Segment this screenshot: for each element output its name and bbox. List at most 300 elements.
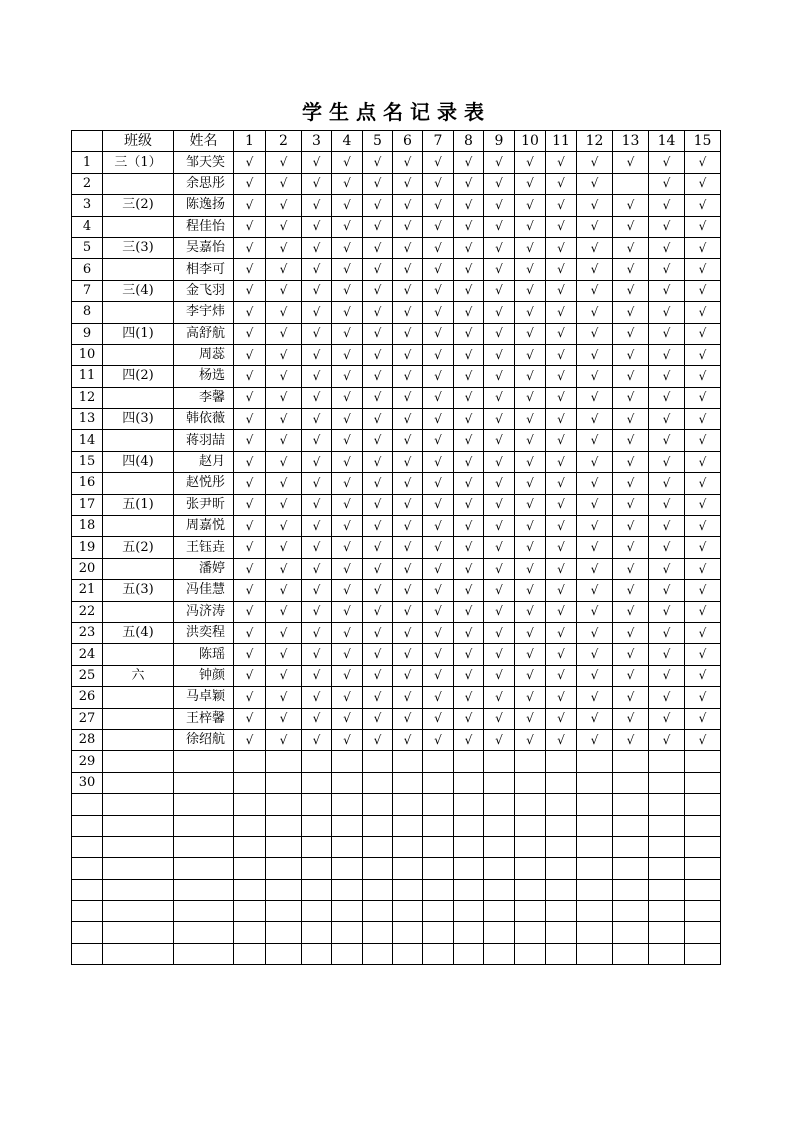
check-mark-icon: √ [245,668,254,683]
check-mark-icon: √ [590,604,599,619]
check-mark-icon: √ [557,518,565,533]
check-mark-icon: √ [464,347,473,362]
check-mark-icon: √ [373,625,382,640]
check-mark-icon: √ [495,155,503,170]
attendance-cell [484,430,515,451]
check-mark-icon: √ [312,497,321,512]
check-mark-icon: √ [279,582,288,597]
attendance-cell [484,302,515,323]
attendance-cell [685,259,721,280]
table-row [72,815,721,836]
check-mark-icon: √ [403,304,412,319]
check-mark-icon: √ [343,604,351,619]
attendance-cell [454,173,484,194]
check-mark-icon: √ [245,711,254,726]
attendance-cell [577,815,613,836]
row-number: 3 [72,195,103,216]
attendance-cell [393,858,423,879]
header-name: 姓名 [174,131,234,152]
attendance-cell [484,259,515,280]
attendance-cell [454,922,484,943]
check-mark-icon: √ [590,347,599,362]
check-mark-icon: √ [526,240,534,255]
student-name: 相李可 [174,259,234,280]
attendance-cell [266,836,302,857]
attendance-cell [484,794,515,815]
check-mark-icon: √ [312,197,321,212]
check-mark-icon: √ [464,368,473,383]
check-mark-icon: √ [373,347,382,362]
attendance-cell [577,473,613,494]
class-cell [103,259,174,280]
table-row [72,195,721,216]
check-mark-icon: √ [526,540,534,555]
attendance-cell [234,815,266,836]
attendance-cell [302,580,332,601]
attendance-cell [515,708,546,729]
header-day: 11 [546,131,577,152]
check-mark-icon: √ [464,497,473,512]
attendance-cell [546,580,577,601]
check-mark-icon: √ [626,262,635,277]
attendance-cell [266,580,302,601]
student-name: 高舒航 [174,323,234,344]
attendance-cell [393,237,423,258]
check-mark-icon: √ [279,497,288,512]
attendance-cell [234,858,266,879]
check-mark-icon: √ [343,582,351,597]
check-mark-icon: √ [626,540,635,555]
attendance-cell [484,601,515,622]
class-cell [103,644,174,665]
check-mark-icon: √ [403,368,412,383]
check-mark-icon: √ [279,732,288,747]
attendance-cell [484,943,515,964]
attendance-cell [393,751,423,772]
attendance-cell [423,237,454,258]
check-mark-icon: √ [343,240,351,255]
check-mark-icon: √ [343,390,351,405]
attendance-cell [332,516,363,537]
attendance-cell [546,858,577,879]
attendance-cell [685,558,721,579]
attendance-cell [302,173,332,194]
attendance-cell [649,152,685,173]
attendance-cell [515,922,546,943]
attendance-cell [484,558,515,579]
attendance-cell [515,687,546,708]
check-mark-icon: √ [434,497,442,512]
check-mark-icon: √ [245,647,254,662]
attendance-cell [546,409,577,430]
check-mark-icon: √ [434,155,442,170]
attendance-cell [649,601,685,622]
attendance-cell [649,794,685,815]
check-mark-icon: √ [590,390,599,405]
attendance-cell [423,772,454,793]
row-number: 28 [72,729,103,750]
attendance-cell [266,794,302,815]
attendance-cell [363,836,393,857]
check-mark-icon: √ [464,604,473,619]
table-row [72,152,721,173]
attendance-cell [266,772,302,793]
check-mark-icon: √ [526,176,534,191]
check-mark-icon: √ [526,155,534,170]
attendance-cell [515,644,546,665]
attendance-cell [266,173,302,194]
attendance-cell [613,601,649,622]
student-name: 程佳怡 [174,216,234,237]
check-mark-icon: √ [526,497,534,512]
attendance-cell [302,430,332,451]
check-mark-icon: √ [526,347,534,362]
check-mark-icon: √ [464,155,473,170]
check-mark-icon: √ [403,454,412,469]
check-mark-icon: √ [464,647,473,662]
header-day: 12 [577,131,613,152]
attendance-cell [266,858,302,879]
check-mark-icon: √ [662,368,671,383]
attendance-cell [332,366,363,387]
attendance-cell [393,259,423,280]
attendance-cell [266,708,302,729]
attendance-cell [423,280,454,301]
check-mark-icon: √ [526,518,534,533]
attendance-cell [577,601,613,622]
attendance-cell [484,922,515,943]
attendance-cell [234,430,266,451]
attendance-cell [577,901,613,922]
check-mark-icon: √ [626,368,635,383]
check-mark-icon: √ [312,582,321,597]
check-mark-icon: √ [495,411,503,426]
student-name: 韩依薇 [174,409,234,430]
check-mark-icon: √ [590,155,599,170]
class-cell [103,751,174,772]
attendance-cell [577,665,613,686]
check-mark-icon: √ [312,475,321,490]
attendance-cell [393,665,423,686]
check-mark-icon: √ [626,647,635,662]
attendance-cell [423,473,454,494]
attendance-cell [423,922,454,943]
check-mark-icon: √ [373,518,382,533]
row-number [72,815,103,836]
attendance-cell [423,451,454,472]
check-mark-icon: √ [343,326,351,341]
attendance-cell [234,494,266,515]
check-mark-icon: √ [279,689,288,704]
attendance-cell [577,366,613,387]
attendance-cell [649,901,685,922]
attendance-cell [234,302,266,323]
attendance-cell [266,879,302,900]
check-mark-icon: √ [464,411,473,426]
check-mark-icon: √ [495,304,503,319]
check-mark-icon: √ [526,262,534,277]
attendance-cell [302,708,332,729]
attendance-cell [423,601,454,622]
attendance-cell [515,901,546,922]
check-mark-icon: √ [279,347,288,362]
row-number [72,922,103,943]
check-mark-icon: √ [403,347,412,362]
attendance-cell [302,302,332,323]
table-row [72,302,721,323]
attendance-cell [515,451,546,472]
attendance-cell [649,409,685,430]
attendance-cell [393,879,423,900]
attendance-cell [685,815,721,836]
attendance-cell [577,430,613,451]
check-mark-icon: √ [434,732,442,747]
attendance-cell [266,409,302,430]
attendance-cell [393,901,423,922]
attendance-cell [484,836,515,857]
attendance-cell [613,280,649,301]
attendance-cell [577,195,613,216]
header-day: 6 [393,131,423,152]
student-name [174,815,234,836]
table-row [72,494,721,515]
check-mark-icon: √ [698,368,707,383]
student-name: 吴嘉怡 [174,237,234,258]
check-mark-icon: √ [245,540,254,555]
attendance-cell [332,152,363,173]
attendance-cell [393,323,423,344]
check-mark-icon: √ [464,711,473,726]
attendance-cell [454,409,484,430]
check-mark-icon: √ [662,240,671,255]
check-mark-icon: √ [403,197,412,212]
table-row [72,558,721,579]
header-day: 3 [302,131,332,152]
attendance-cell [363,195,393,216]
attendance-cell [649,473,685,494]
row-number: 24 [72,644,103,665]
check-mark-icon: √ [590,283,599,298]
attendance-cell [484,751,515,772]
table-row [72,708,721,729]
attendance-cell [423,152,454,173]
student-name [174,836,234,857]
check-mark-icon: √ [245,219,254,234]
check-mark-icon: √ [245,347,254,362]
attendance-cell [302,922,332,943]
header-day: 7 [423,131,454,152]
check-mark-icon: √ [312,604,321,619]
attendance-cell [685,451,721,472]
class-cell: 三(4) [103,280,174,301]
check-mark-icon: √ [245,433,254,448]
check-mark-icon: √ [626,711,635,726]
student-name: 赵悦彤 [174,473,234,494]
attendance-cell [577,687,613,708]
class-cell [103,708,174,729]
check-mark-icon: √ [662,347,671,362]
check-mark-icon: √ [403,647,412,662]
check-mark-icon: √ [557,582,565,597]
attendance-cell [484,687,515,708]
attendance-cell [234,943,266,964]
attendance-cell [423,195,454,216]
attendance-cell [484,451,515,472]
row-number [72,901,103,922]
class-cell [103,922,174,943]
attendance-cell [393,644,423,665]
table-row [72,665,721,686]
attendance-cell [302,772,332,793]
attendance-cell [234,665,266,686]
check-mark-icon: √ [245,368,254,383]
check-mark-icon: √ [343,454,351,469]
attendance-cell [266,216,302,237]
attendance-cell [423,558,454,579]
attendance-cell [393,622,423,643]
check-mark-icon: √ [245,326,254,341]
table-row [72,901,721,922]
attendance-cell [649,237,685,258]
attendance-cell [423,794,454,815]
attendance-cell [363,366,393,387]
attendance-cell [546,901,577,922]
check-mark-icon: √ [434,647,442,662]
attendance-cell [546,751,577,772]
row-number [72,794,103,815]
row-number: 25 [72,665,103,686]
attendance-cell [484,344,515,365]
student-name: 陈瑶 [174,644,234,665]
class-cell [103,687,174,708]
check-mark-icon: √ [343,711,351,726]
check-mark-icon: √ [403,240,412,255]
check-mark-icon: √ [526,647,534,662]
attendance-cell [234,922,266,943]
row-number: 6 [72,259,103,280]
student-name: 李馨 [174,387,234,408]
check-mark-icon: √ [279,561,288,576]
attendance-cell [363,216,393,237]
student-name: 冯济涛 [174,601,234,622]
table-row [72,580,721,601]
check-mark-icon: √ [590,454,599,469]
attendance-cell [484,216,515,237]
attendance-cell [577,558,613,579]
attendance-cell [363,494,393,515]
check-mark-icon: √ [662,668,671,683]
attendance-cell [649,344,685,365]
attendance-cell [363,729,393,750]
attendance-cell [546,772,577,793]
check-mark-icon: √ [698,711,707,726]
check-mark-icon: √ [590,561,599,576]
check-mark-icon: √ [312,219,321,234]
attendance-cell [577,794,613,815]
check-mark-icon: √ [590,304,599,319]
check-mark-icon: √ [279,326,288,341]
row-number: 2 [72,173,103,194]
attendance-cell [302,943,332,964]
attendance-cell [363,622,393,643]
check-mark-icon: √ [526,625,534,640]
attendance-cell [515,815,546,836]
attendance-cell [613,494,649,515]
check-mark-icon: √ [698,197,707,212]
attendance-cell [393,729,423,750]
attendance-cell [515,195,546,216]
attendance-cell [393,601,423,622]
attendance-cell [515,665,546,686]
check-mark-icon: √ [434,262,442,277]
attendance-cell [234,901,266,922]
check-mark-icon: √ [557,197,565,212]
check-mark-icon: √ [557,561,565,576]
attendance-cell [515,729,546,750]
check-mark-icon: √ [590,411,599,426]
check-mark-icon: √ [557,326,565,341]
attendance-cell [454,516,484,537]
attendance-cell [685,708,721,729]
attendance-cell [613,516,649,537]
check-mark-icon: √ [590,711,599,726]
attendance-cell [234,152,266,173]
check-mark-icon: √ [526,668,534,683]
check-mark-icon: √ [626,219,635,234]
attendance-cell [423,366,454,387]
attendance-cell [577,409,613,430]
check-mark-icon: √ [434,689,442,704]
check-mark-icon: √ [495,711,503,726]
attendance-cell [577,344,613,365]
attendance-cell [454,601,484,622]
attendance-cell [546,708,577,729]
attendance-cell [515,601,546,622]
attendance-cell [302,195,332,216]
attendance-cell [332,323,363,344]
check-mark-icon: √ [495,604,503,619]
check-mark-icon: √ [312,390,321,405]
attendance-cell [234,729,266,750]
attendance-cell [649,173,685,194]
attendance-cell [332,451,363,472]
attendance-cell [302,323,332,344]
check-mark-icon: √ [279,475,288,490]
attendance-cell [302,729,332,750]
check-mark-icon: √ [279,155,288,170]
row-number: 1 [72,152,103,173]
check-mark-icon: √ [312,647,321,662]
table-row [72,858,721,879]
attendance-cell [546,836,577,857]
check-mark-icon: √ [662,732,671,747]
row-number: 19 [72,537,103,558]
attendance-cell [649,943,685,964]
check-mark-icon: √ [698,625,707,640]
attendance-cell [363,879,393,900]
attendance-cell [363,751,393,772]
check-mark-icon: √ [626,347,635,362]
attendance-cell [546,366,577,387]
check-mark-icon: √ [557,625,565,640]
check-mark-icon: √ [557,689,565,704]
check-mark-icon: √ [626,411,635,426]
attendance-cell [546,558,577,579]
row-number: 11 [72,366,103,387]
check-mark-icon: √ [245,304,254,319]
class-cell [103,943,174,964]
header-row [72,131,721,152]
